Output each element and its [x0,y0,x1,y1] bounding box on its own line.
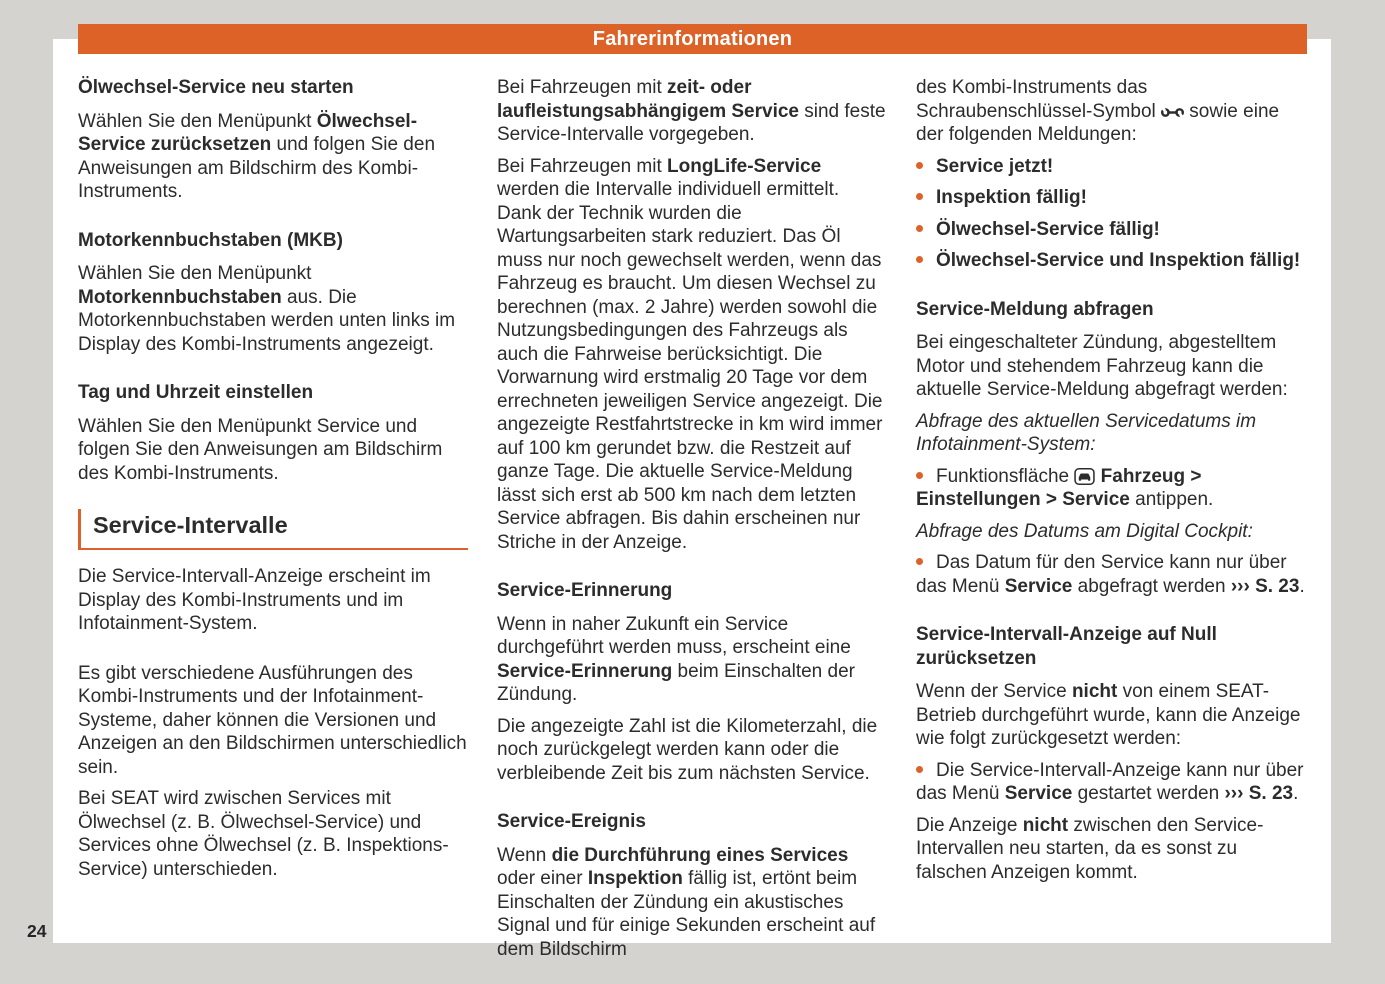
text-run: Motorkennbuchstaben [78,286,282,308]
heading-label: Service-Meldung abfragen [916,298,1154,320]
paragraph [916,331,1306,402]
paragraph [916,76,1306,147]
page-number: 24 [27,921,47,941]
page-header [78,24,1307,54]
text-run: Das Datum für den Service kann nur über das Menü [916,552,1287,597]
text-run: Bei eingeschalteter Zündung, abgestelltem Motor und stehendem Fahrzeug kann die aktuelle Service-Meldung abgefragt werden: [916,332,1288,400]
text-run: Ölwechsel-Service fällig! [936,218,1160,240]
text-run: Inspektion fällig! [936,187,1087,208]
heading-label: Service-Erinnerung [497,580,673,601]
text-run: des Kombi-Instruments das Schraubenschlüssel-Symbol [916,77,1162,122]
text-run: antippen. [1129,489,1214,510]
section-heading [78,509,468,550]
paragraph [78,662,468,780]
text-run: . [1293,783,1299,804]
text-run: fällig ist, ertönt beim Einschalten der Zündung ein akustisches Signal und für einige Sekunden erscheint auf dem Bildschirm [497,868,876,960]
paragraph [78,110,468,204]
section-heading-label: Service-Intervalle [93,512,288,538]
text-run: Wenn in naher Zukunft ein Service durchgeführt werden muss, erscheint eine [497,613,851,658]
heading-label: Service-Ereignis [497,811,646,832]
paragraph [916,814,1306,885]
text-run: Bei Fahrzeugen mit [497,155,668,177]
bullet-dot-icon [916,256,923,263]
bullet-item [916,551,1306,598]
heading [916,298,1306,322]
text-run: nicht [1071,681,1118,702]
heading [78,229,468,253]
text-run: Bei Fahrzeugen mit [497,77,668,98]
text-run: Abfrage des aktuellen Servicedatums im Infotainment-System: [916,410,1257,455]
heading [78,76,468,100]
bullet-item [916,759,1306,806]
paragraph [916,520,1306,544]
paragraph [497,613,887,707]
bullet-dot-icon [916,766,923,773]
paragraph [78,565,468,636]
text-run: Wählen Sie den Menüpunkt [78,263,312,284]
text-run: werden die Intervalle individuell ermittelt. Dank der Technik wurden die Wartungsarbeiten stark reduziert. Das Öl muss nur noch gewechselt werden, wenn das Fahrzeug es braucht. Um diesen Wechsel zu berechnen (max. 2 Jahre) werden sowohl die Nutzungsbedingungen des Fahrzeugs als auch die Fahrweise berücksichtigt. Die Vorwarnung wird erstmalig 20 Tage vor dem errechneten jeweiligen Service angezeigt. Die angezeigte Restfahrtstrecke in km wird immer auf 100 km gerundet bzw. die Restzeit auf ganze Tage. Die aktuelle Service-Meldung lässt sich erst ab 500 km nach dem letzten Service abfragen. Bis dahin erscheinen nur Striche in der Anzeige. [497,179,883,553]
bullet-item [916,218,1306,242]
bullet-item [916,465,1306,512]
text-run: Die angezeigte Zahl ist die Kilometerzahl, die noch zurückgelegt werden kann oder die verbleibende Zeit bis zum nächsten Service. [497,715,878,784]
text-run: oder einer [497,868,588,889]
paragraph [497,76,887,147]
text-run: und folgen Sie den Anweisungen am Bildschirm des Kombi-Instruments. [78,134,436,202]
text-run: zwischen den Service-Intervallen neu starten, da es sonst zu falschen Anzeigen kommt. [916,814,1264,883]
content-columns [78,76,1307,969]
bullet-dot-icon [916,558,923,565]
heading [916,623,1306,670]
text-run: nicht [1022,814,1069,836]
text-run: gestartet werden [1072,783,1225,804]
text-run: Service [1004,783,1073,804]
paragraph [78,787,468,881]
heading [497,579,887,603]
text-run: Die Anzeige [916,814,1023,836]
text-run: Abfrage des Datums am Digital Cockpit: [916,520,1253,542]
text-run: Service-Erinnerung [497,660,673,682]
paragraph [497,155,887,555]
text-run: sind feste Service-Intervalle vorgegeben. [497,100,886,145]
text-run: Wählen Sie den Menüpunkt [78,110,317,132]
text-run: ››› S. 23 [1224,783,1294,804]
heading [497,810,887,834]
bullet-dot-icon [916,225,923,232]
text-run: Ölwechsel-Service zurücksetzen [78,110,418,155]
bullet-dot-icon [916,193,923,200]
manual-page [53,39,1331,960]
paragraph [497,844,887,962]
text-run: die Durchführung eines Services [551,844,849,866]
text-run: Funktionsfläche [936,465,1075,487]
paragraph [916,410,1306,457]
text-run: Bei SEAT wird zwischen Services mit Ölwechsel (z. B. Ölwechsel-Service) und Services ohne Ölwechsel (z. B. Inspektions-Service) unterschieden. [78,788,449,880]
text-run: Wählen Sie den Menüpunkt Service und folgen Sie den Anweisungen am Bildschirm des Kombi-Instruments. [78,415,443,484]
paragraph [78,415,468,486]
bullet-item [916,155,1306,179]
text-run: von einem SEAT-Betrieb durchgeführt wurde, kann die Anzeige wie folgt zurückgesetzt werden: [916,681,1301,749]
heading-label: Motorkennbuchstaben (MKB) [78,229,343,251]
text-run: Es gibt verschiedene Ausführungen des Kombi-Instruments und der Infotainment-Systeme, daher können die Versionen und Anzeigen an den Bildschirmen unterschiedlich sein. [78,662,467,778]
bullet-item [916,249,1306,273]
text-run: Wenn der Service [916,681,1072,702]
text-run: Service jetzt! [936,155,1054,177]
text-run: Inspektion [587,868,683,889]
paragraph [497,715,887,786]
column-3 [916,76,1306,969]
text-run: aus. Die Motorkennbuchstaben werden unten links im Display des Kombi-Instruments angezeigt. [78,286,456,355]
column-2 [497,76,887,969]
paragraph [916,680,1306,751]
page-title: Fahrerinformationen [592,27,793,50]
text-run: Ölwechsel-Service und Inspektion fällig! [936,250,1301,271]
heading-label: Ölwechsel-Service neu starten [78,77,354,98]
vehicle-icon [1074,465,1095,489]
bullet-item [916,186,1306,210]
text-run: . [1299,575,1305,597]
text-run: abgefragt werden [1072,575,1231,597]
heading-label: Tag und Uhrzeit einstellen [78,382,314,403]
text-run: Die Service-Intervall-Anzeige erscheint im Display des Kombi-Instruments und im Infotainment-System. [78,566,431,634]
bullet-dot-icon [916,472,923,479]
heading-label: Service-Intervall-Anzeige auf Null zurücksetzen [916,624,1217,669]
text-run: sowie eine der folgenden Meldungen: [916,100,1280,145]
text-run: Service [1004,575,1073,597]
text-run: Fahrzeug > Einstellungen > Service [916,465,1202,510]
text-run: zeit- oder laufleistungsabhängigem Service [497,77,799,122]
text-run: LongLife-Service [667,155,822,177]
heading [78,381,468,405]
wrench-icon [1161,100,1184,124]
bullet-dot-icon [916,162,923,169]
text-run: ››› S. 23 [1230,575,1300,597]
text-run: Wenn [497,844,552,866]
text-run: Die Service-Intervall-Anzeige kann nur über das Menü [916,759,1304,804]
paragraph [78,262,468,356]
text-run: beim Einschalten der Zündung. [497,660,855,705]
column-1 [78,76,468,969]
